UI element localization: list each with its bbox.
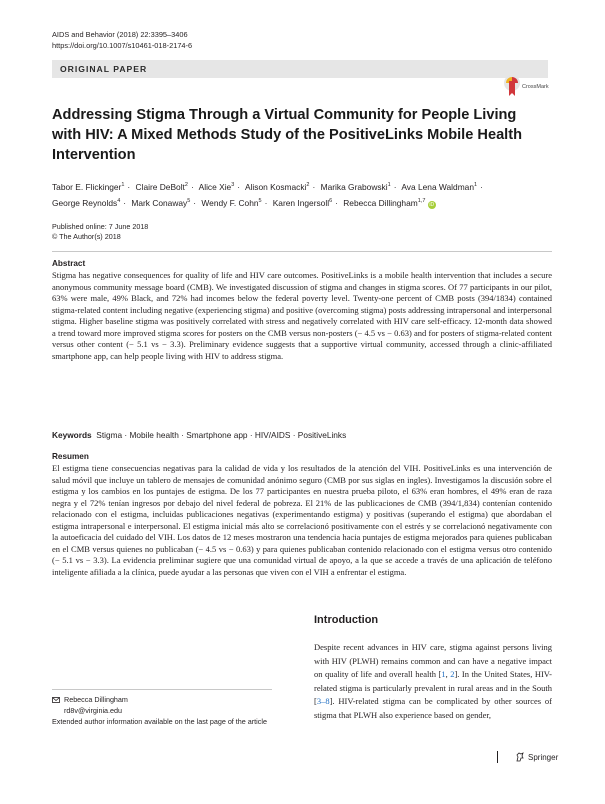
orcid-icon[interactable]: iD xyxy=(429,201,435,208)
author-list: Tabor E. Flickinger$^1$ · Claire DeBolt$^2$ · Alice Xie$^3$ · Alison Kosmacki$^2$ · Marika Grabowski$^1$ · Ava Lena Waldman$^1$ · George Reynolds$^4$ · Mark Conaway$^5$ · Wendy F. Cohn$^5$ · Karen Ingersoll$^6$ · Rebecca Dillingham$^{1,7}$ iD xyxy=(52,181,483,208)
correspondence xyxy=(52,695,128,716)
crossmark-icon xyxy=(503,74,521,98)
copyright: © The Author(s) 2018 xyxy=(52,232,121,241)
author[interactable]: Rebecca Dillingham$^{1,7}$ iD xyxy=(343,197,435,208)
citation-link[interactable]: 2 xyxy=(450,669,455,679)
journal-line: AIDS and Behavior (2018) 22:3395–3406 xyxy=(52,30,188,39)
article-type-label: ORIGINAL PAPER xyxy=(60,64,148,74)
citation-link[interactable]: 3–8 xyxy=(316,696,330,706)
journal-citation xyxy=(52,29,192,51)
footnote-divider xyxy=(52,689,272,690)
keywords-label: Keywords xyxy=(52,430,92,440)
introduction-heading: Introduction xyxy=(314,614,379,626)
crossmark-button[interactable] xyxy=(503,72,549,102)
resumen-heading: Resumen xyxy=(52,452,89,461)
corresponding-email[interactable]: rd8v@virginia.edu xyxy=(64,705,123,715)
author[interactable]: Marika Grabowski$^1$ xyxy=(320,181,391,192)
springer-horse-icon xyxy=(515,752,525,762)
author[interactable]: Karen Ingersoll$^6$ xyxy=(272,197,333,208)
author[interactable]: George Reynolds$^4$ xyxy=(52,197,121,208)
divider xyxy=(52,251,552,252)
author[interactable]: Tabor E. Flickinger$^1$ xyxy=(52,181,125,192)
abstract-text: Stigma has negative consequences for quality of life and HIV care outcomes. PositiveLinks is a mobile health intervention that includes a secure anonymous community message board (CMB). We investigated discussion of stigma and changes in stigma scores. Of 77 participants in our pilot, 63% were male, 49% Black, and 72% had incomes below the federal poverty level. Twenty-one percent of CMB posts (394/1834) contained stigma-related content including negative (experiencing stigma) and positive (overcoming stigma) posts addressing intrapersonal and interpersonal stigma. Higher baseline stigma was positively correlated with stress and negatively correlated with HIV care self-efficacy. 12-month data showed a trend toward more improved stigma scores for posters on the CMB versus non-posters (− 4.5 vs − 0.63) and for posters of stigma-related content versus other content (− 5.1 vs − 3.3). Preliminary evidence suggests that a supportive virtual community, accessed through a clinic-affiliated smartphone app, can help people living with HIV to address stigma. xyxy=(52,270,552,361)
author[interactable]: Claire DeBolt$^2$ xyxy=(135,181,188,192)
article-type-badge xyxy=(52,60,548,78)
author[interactable]: Alice Xie$^3$ xyxy=(198,181,235,192)
abstract-heading: Abstract xyxy=(52,259,86,268)
publisher-name: Springer xyxy=(528,752,559,762)
publication-info xyxy=(52,222,148,242)
published-date: Published online: 7 June 2018 xyxy=(52,222,149,231)
author[interactable]: Alison Kosmacki$^2$ xyxy=(244,181,310,192)
keywords-text: Stigma · Mobile health · Smartphone app · HIV/AIDS · PositiveLinks xyxy=(96,430,347,440)
mail-icon xyxy=(52,697,60,703)
publisher-logo xyxy=(515,752,558,762)
resumen-text: El estigma tiene consecuencias negativas para la calidad de vida y los resultados de la atención del VIH. PositiveLinks es una intervención de salud móvil que incluye un tablero de mensajes de comunidad anónimo seguro (CMB por sus siglas en ingles). Investigamos la discusión sobre el estigma y los cambios en los puntajes de estigma. De los 77 participantes en nuestra prueba piloto, el 63% eran hombres, el 49% eran de raza negra y el 72% tenían ingresos por debajo del nivel federal de pobreza. El 21% de las publicaciones de CMB (394/1,834) contenían contenido relacionado con el estigma, incluidas publicaciones negativas (experimentando estigma) y positivas (superando el estigma) que abordaban el estigma intrapersonal e interpersonal. El estigma inicial más alto se correlacionó positivamente con el estrés y se correlacionó negativamente con la autoeficacia del cuidado del VIH. Los datos de 12 meses mostraron una tendencia hacia puntajes de estigma mejorados para quienes publicaban en el CMB versus quienes no publicaban (− 4.5 vs − 0.63) y para quienes publicaban contenido relacionado con el estigma versus otro contenido (− 5.1 vs − 3.3). La evidencia preliminar sugiere que una comunidad virtual de apoyo, a la que se accede a través de una aplicación de teléfono inteligente afiliada a la clínica, puede ayudar a las personas que viven con el VIH a enfrentar el estigma. xyxy=(52,463,552,577)
doi-link[interactable]: https://doi.org/10.1007/s10461-018-2174-6 xyxy=(52,41,193,50)
keywords xyxy=(52,430,346,440)
introduction-text: Despite recent advances in HIV care, stigma against persons living with HIV (PLWH) remains common and can have a negative impact on quality of life and overall health [1, 2]. In the United States, HIV-related stigma is particularly prevalent in rural areas and in the South [3–8]. HIV-related stigma can be complicated by other sources of stigma that PLWH also experience based on gender, xyxy=(314,642,552,720)
author[interactable]: Mark Conaway$^5$ xyxy=(131,197,191,208)
author[interactable]: Wendy F. Cohn$^5$ xyxy=(201,197,262,208)
citation-link[interactable]: 1 xyxy=(441,669,446,679)
article-title: Addressing Stigma Through a Virtual Community for People Living with HIV: A Mixed Methods Study of the PositiveLinks Mobile Health Intervention xyxy=(52,107,523,163)
corresponding-author: Rebecca Dillingham xyxy=(64,695,128,704)
extended-author-info: Extended author information available on the last page of the article xyxy=(52,717,267,726)
author[interactable]: Ava Lena Waldman$^1$ xyxy=(401,181,478,192)
footer-divider xyxy=(497,751,498,763)
crossmark-label: CrossMark xyxy=(522,84,549,90)
